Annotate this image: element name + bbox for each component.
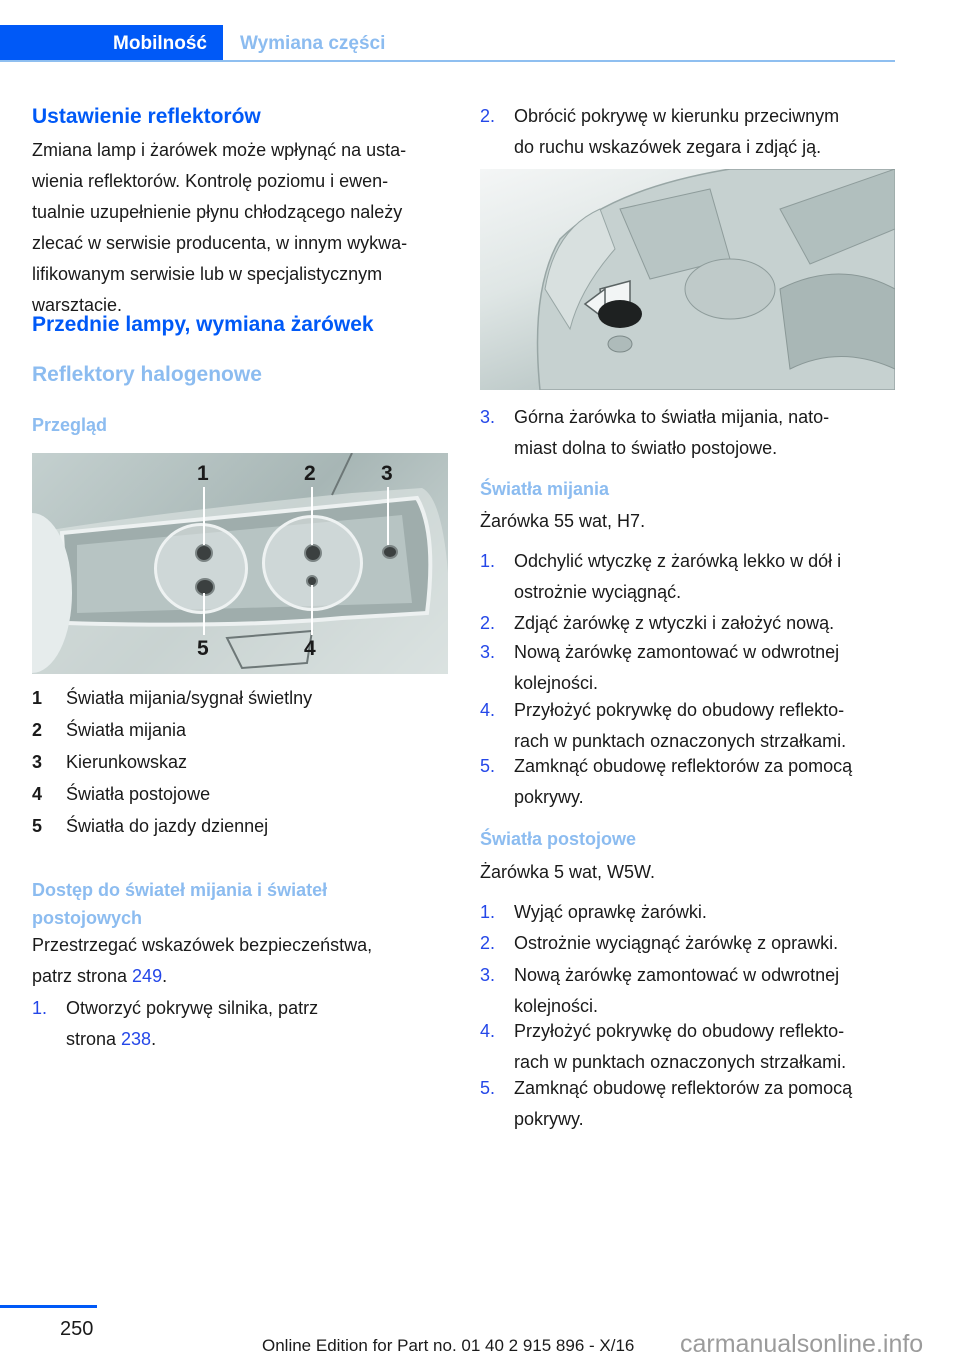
edition-info: Online Edition for Part no. 01 40 2 915 896 - X/16 bbox=[262, 1336, 635, 1355]
step-number: 3. bbox=[480, 965, 496, 985]
heading-parking-lights: Światła postojowe bbox=[480, 829, 637, 849]
step-rotate-cover bbox=[480, 101, 896, 163]
intro-line: wienia reflektorów. Kontrolę poziomu i ewen- bbox=[32, 171, 389, 191]
step-text: Odchylić wtyczkę z żarówką lekko w dół i bbox=[514, 551, 842, 571]
low-beam-step bbox=[480, 695, 896, 757]
bulb-2 bbox=[304, 544, 322, 562]
step-text: rach w punktach oznaczonych strzałkami. bbox=[514, 1052, 847, 1072]
legend-label: Światła mijania bbox=[66, 720, 187, 740]
callout-2: 2 bbox=[304, 462, 316, 485]
step-text: do ruchu wskazówek zegara i zdjąć ją. bbox=[514, 137, 822, 157]
page-link-249[interactable]: 249 bbox=[132, 966, 163, 986]
legend-label: Światła postojowe bbox=[66, 784, 211, 804]
step-text: kolejności. bbox=[514, 673, 599, 693]
callout-leader-2 bbox=[311, 487, 313, 545]
engine-bay-figure bbox=[480, 169, 895, 390]
heading-line: postojowych bbox=[32, 908, 143, 928]
callout-leader-5 bbox=[203, 593, 205, 635]
step-text bbox=[66, 1024, 448, 1055]
heading-access-bulbs bbox=[32, 876, 327, 932]
callout-leader-1 bbox=[203, 487, 205, 545]
step-bulb-positions bbox=[480, 402, 896, 464]
step-text: Zdjąć żarówkę z wtyczki i założyć nową. bbox=[514, 613, 835, 633]
page-link-238[interactable]: 238 bbox=[121, 1029, 152, 1049]
step-text: kolejności. bbox=[514, 996, 599, 1016]
callout-3: 3 bbox=[381, 462, 393, 485]
legend-label: Kierunkowskaz bbox=[66, 752, 188, 772]
callout-leader-3 bbox=[387, 487, 389, 545]
step-text-prefix: strona bbox=[66, 1029, 122, 1049]
step-number: 1. bbox=[480, 902, 496, 922]
section-tab-mobility[interactable]: Mobilność bbox=[0, 25, 223, 62]
legend-number: 2 bbox=[32, 720, 43, 740]
step-number: 2. bbox=[480, 613, 496, 633]
step-text: Obrócić pokrywę w kierunku przeciwnym bbox=[514, 106, 840, 126]
step-number: 4. bbox=[480, 1021, 496, 1041]
step-text: Ostrożnie wyciągnąć żarówkę z oprawki. bbox=[514, 933, 839, 953]
parking-step bbox=[480, 960, 896, 1022]
low-beam-step bbox=[480, 546, 896, 608]
step-text-suffix: . bbox=[151, 1029, 157, 1049]
heading-halogen-headlights: Reflektory halogenowe bbox=[32, 363, 262, 386]
low-beam-step bbox=[480, 751, 896, 813]
callout-leader-4 bbox=[311, 585, 313, 635]
parking-step bbox=[480, 928, 896, 959]
legend-label: Światła do jazdy dziennej bbox=[66, 816, 269, 836]
bulb-5 bbox=[195, 578, 215, 596]
heading-overview: Przegląd bbox=[32, 415, 108, 435]
bulb-1 bbox=[195, 544, 213, 562]
step-text: pokrywy. bbox=[514, 787, 584, 807]
low-beam-step bbox=[480, 608, 896, 639]
legend-number: 1 bbox=[32, 688, 43, 708]
footer-accent-line bbox=[0, 1305, 97, 1308]
safety-suffix: . bbox=[162, 966, 168, 986]
step-number: 5. bbox=[480, 756, 496, 776]
step-number: 3. bbox=[480, 642, 496, 662]
legend-item bbox=[32, 778, 210, 810]
step-text: Nową żarówkę zamontować w odwrotnej bbox=[514, 642, 840, 662]
legend-item bbox=[32, 746, 187, 778]
safety-note bbox=[32, 930, 452, 992]
parking-step bbox=[480, 1016, 896, 1078]
callout-4: 4 bbox=[304, 637, 316, 660]
page-header bbox=[0, 25, 895, 62]
step-text: Otworzyć pokrywę silnika, patrz bbox=[66, 998, 319, 1018]
heading-low-beam: Światła mijania bbox=[480, 479, 610, 499]
header-divider bbox=[0, 60, 895, 62]
step-open-hood bbox=[32, 993, 448, 1055]
step-text: Górna żarówka to światła mijania, nato- bbox=[514, 407, 830, 427]
headlight-figure bbox=[32, 453, 448, 674]
heading-line: Dostęp do świateł mijania i świateł bbox=[32, 880, 328, 900]
callout-1: 1 bbox=[197, 462, 209, 485]
step-text: Zamknąć obudowę reflektorów za pomocą bbox=[514, 756, 853, 776]
heading-front-lamps-bulb-replacement: Przednie lampy, wymiana żarówek bbox=[32, 313, 374, 336]
low-beam-lens-left bbox=[154, 523, 248, 614]
page-number: 250 bbox=[60, 1318, 94, 1340]
engine-bay-illustration-icon bbox=[480, 169, 895, 390]
step-number: 5. bbox=[480, 1078, 496, 1098]
step-number: 2. bbox=[480, 106, 496, 126]
step-text: Wyjąć oprawkę żarówki. bbox=[514, 902, 707, 922]
step-text: rach w punktach oznaczonych strzałkami. bbox=[514, 731, 847, 751]
step-number: 1. bbox=[480, 551, 496, 571]
intro-line: lifikowanym serwisie lub w specjalistycznym bbox=[32, 264, 383, 284]
legend-item bbox=[32, 810, 268, 842]
step-text: Zamknąć obudowę reflektorów za pomocą bbox=[514, 1078, 853, 1098]
parking-step bbox=[480, 1073, 896, 1135]
low-beam-bulb-spec: Żarówka 55 wat, H7. bbox=[480, 511, 646, 531]
safety-line bbox=[32, 961, 452, 992]
legend-number: 3 bbox=[32, 752, 43, 772]
step-text: pokrywy. bbox=[514, 1109, 584, 1129]
callout-5: 5 bbox=[197, 637, 209, 660]
low-beam-step bbox=[480, 637, 896, 699]
step-text: miast dolna to światło postojowe. bbox=[514, 438, 778, 458]
safety-line: Przestrzegać wskazówek bezpieczeństwa, bbox=[32, 935, 373, 955]
intro-paragraph bbox=[32, 135, 452, 321]
parking-bulb-spec: Żarówka 5 wat, W5W. bbox=[480, 862, 656, 882]
parking-step bbox=[480, 897, 896, 928]
intro-line: tualnie uzupełnienie płynu chłodzącego należy bbox=[32, 202, 403, 222]
step-text: Przyłożyć pokrywkę do obudowy reflekto- bbox=[514, 700, 845, 720]
step-number: 2. bbox=[480, 933, 496, 953]
legend-item bbox=[32, 682, 312, 714]
step-number: 3. bbox=[480, 407, 496, 427]
step-text: Przyłożyć pokrywkę do obudowy reflekto- bbox=[514, 1021, 845, 1041]
legend-number: 4 bbox=[32, 784, 43, 804]
heading-headlight-adjustment: Ustawienie reflektorów bbox=[32, 105, 261, 128]
subsection-tab-parts-replacement[interactable]: Wymiana części bbox=[240, 33, 386, 54]
safety-prefix: patrz strona bbox=[32, 966, 133, 986]
step-text: ostrożnie wyciągnąć. bbox=[514, 582, 682, 602]
legend-label: Światła mijania/sygnał świetlny bbox=[66, 688, 313, 708]
intro-line: Zmiana lamp i żarówek może wpłynąć na usta- bbox=[32, 140, 407, 160]
legend-number: 5 bbox=[32, 816, 43, 836]
watermark: carmanualsonline.info bbox=[680, 1330, 924, 1358]
legend-item bbox=[32, 714, 186, 746]
intro-line: zlecać w serwisie producenta, w innym wykwa- bbox=[32, 233, 408, 253]
bulb-3 bbox=[382, 545, 398, 559]
intro-line: warsztacie. bbox=[32, 295, 123, 315]
step-text: Nową żarówkę zamontować w odwrotnej bbox=[514, 965, 840, 985]
step-number: 4. bbox=[480, 700, 496, 720]
step-number: 1. bbox=[32, 998, 48, 1018]
